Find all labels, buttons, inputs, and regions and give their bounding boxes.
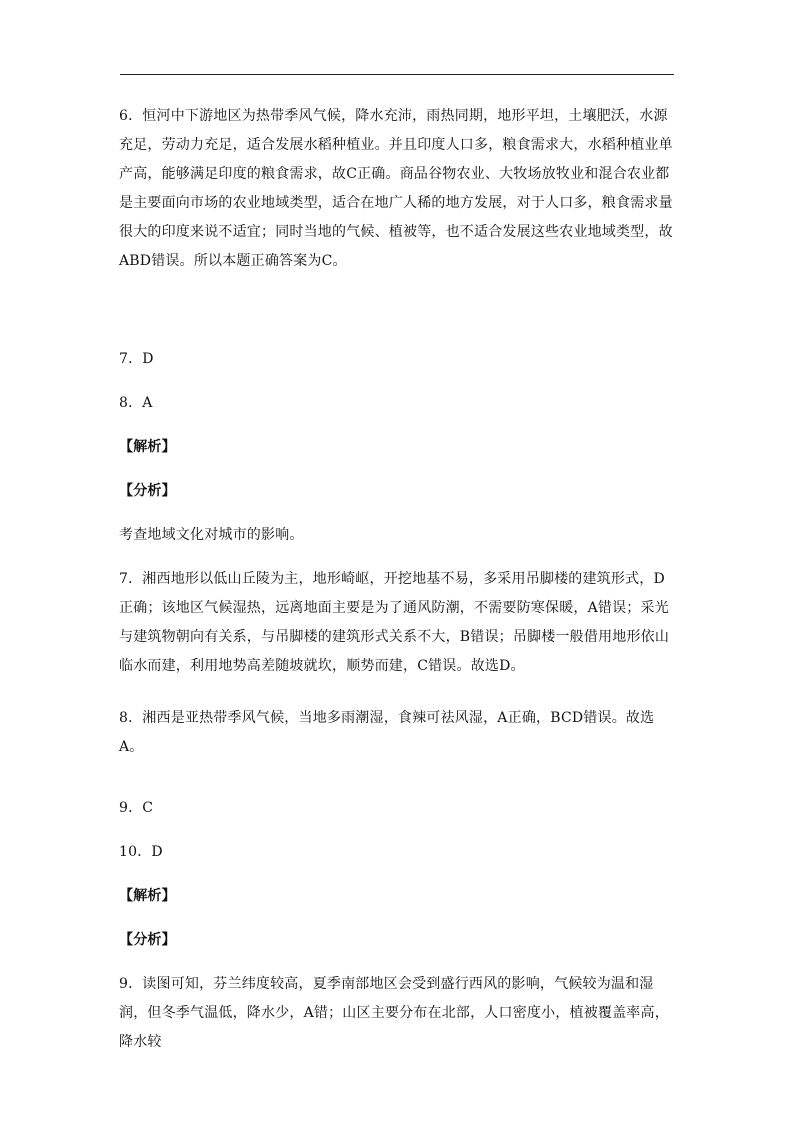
paragraph-q9-explanation: 9．读图可知，芬兰纬度较高，夏季南部地区会受到盛行西风的影响，气候较为温和湿润，但冬季气温低，降水少，A错；山区主要分布在北部，人口密度小，植被覆盖率高，降水较: [119, 976, 669, 1050]
paragraph-q8-explanation: 8．湘西是亚热带季风气候，当地多雨潮湿，食辣可祛风湿，A正确，BCD错误。故选A。: [119, 710, 655, 755]
paragraph-topic: 考查地域文化对城市的影响。: [119, 527, 304, 543]
heading-jiexi: 【解析】: [119, 439, 176, 455]
paragraph-q6-explanation: 6．恒河中下游地区为热带季风气候，降水充沛，雨热同期，地形平坦，土壤肥沃，水源充足，劳动力充足，适合发展水稻种植业。并且印度人口多，粮食需求大，水稻种植业单产高，能够满足印度的粮食需求，故C正确。商品谷物农业、大牧场放牧业和混合农业都是主要面向市场的农业地域类型，适合在地广人稀的地方发展，对于人口多，粮食需求量很大的印度来说不适宜；同时当地的气候、植被等，也不适合发展这些农业地域类型，故ABD错误。所以本题正确答案为C。: [119, 108, 673, 269]
header-rule: [120, 74, 674, 75]
paragraph-q7-explanation: 7．湘西地形以低山丘陵为主，地形崎岖，开挖地基不易，多采用吊脚楼的建筑形式，D正确；该地区气候湿热，远离地面主要是为了通风防潮，不需要防寒保暖，A错误；采光与建筑物朝向有关系，与吊脚楼的建筑形式关系不大，B错误；吊脚楼一般借用地形依山临水而建，利用地势高差随坡就坎，顺势而建，C错误。故选D。: [119, 571, 670, 674]
answer-q10: 10．D: [119, 844, 163, 860]
answer-q8: 8．A: [119, 395, 153, 411]
heading-jiexi-2: 【解析】: [119, 888, 176, 904]
heading-fenxi-2: 【分析】: [119, 932, 176, 948]
answer-q9: 9．C: [119, 800, 154, 816]
answer-q7: 7．D: [119, 351, 154, 367]
heading-fenxi: 【分析】: [119, 483, 176, 499]
